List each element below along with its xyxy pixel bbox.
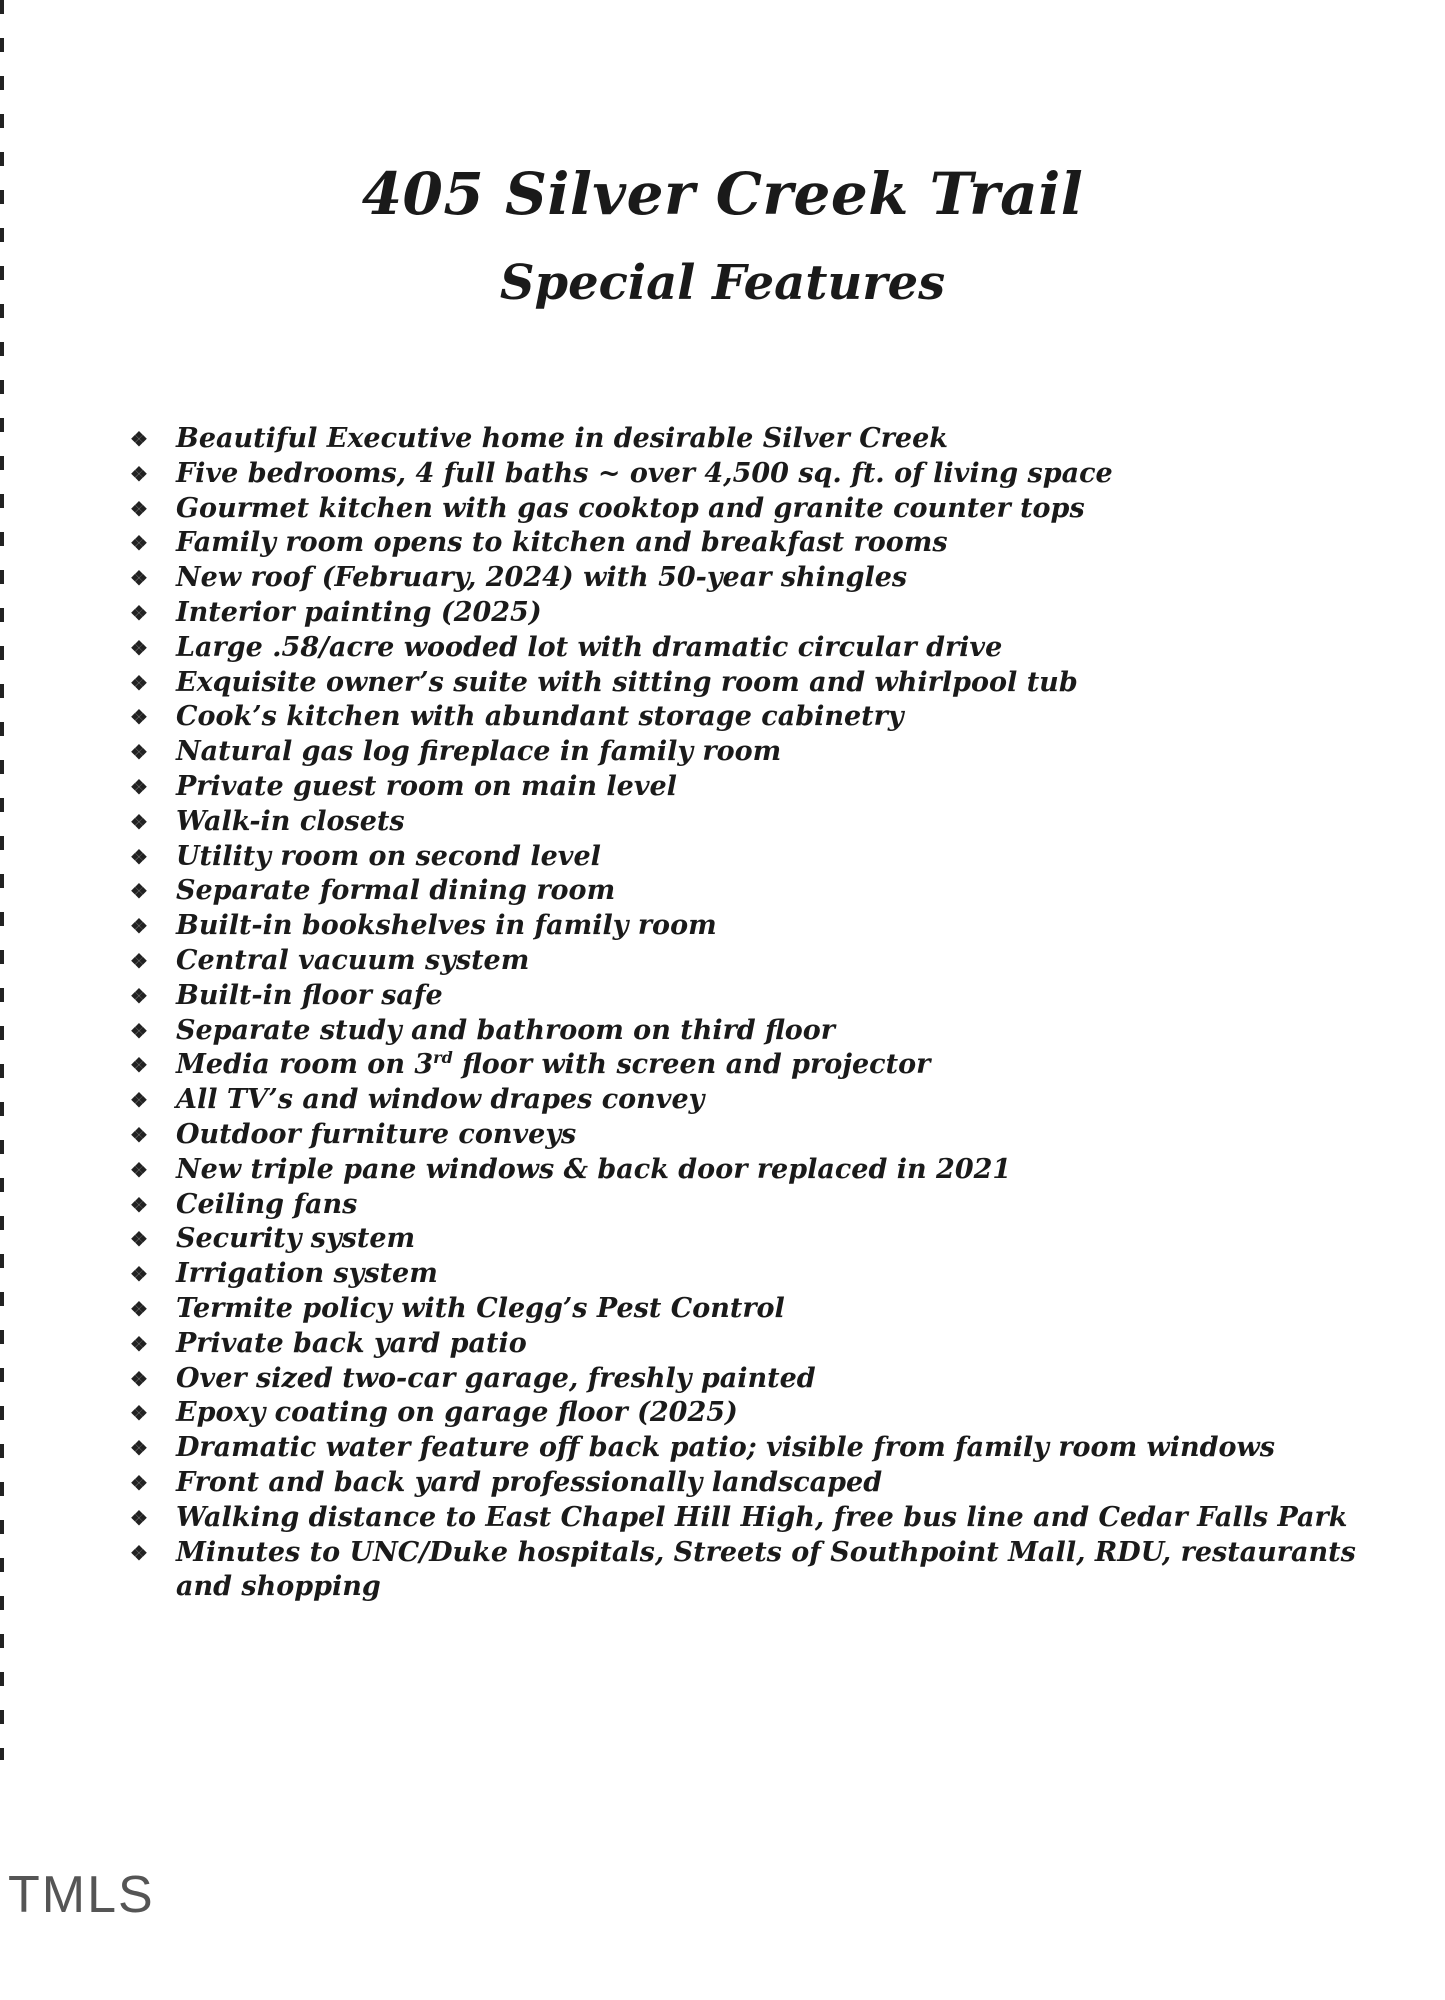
diamond-bullet-icon: ❖: [130, 1401, 148, 1426]
feature-item: [130, 735, 1360, 770]
feature-item: [130, 909, 1360, 944]
feature-text: New triple pane windows & back door replaced in 2021: [176, 1153, 1012, 1185]
diamond-bullet-icon: ❖: [130, 1296, 148, 1321]
feature-item: [130, 770, 1360, 805]
feature-item: [130, 874, 1360, 909]
diamond-bullet-icon: ❖: [130, 670, 148, 695]
watermark-logo: TMLS: [8, 1866, 155, 1924]
feature-item: [130, 1048, 1360, 1083]
feature-item: [130, 1153, 1360, 1188]
diamond-bullet-icon: ❖: [130, 531, 148, 556]
feature-text: Separate formal dining room: [176, 875, 616, 907]
diamond-bullet-icon: ❖: [130, 1053, 148, 1078]
feature-item: [130, 944, 1360, 979]
feature-item: [130, 1327, 1360, 1362]
diamond-bullet-icon: ❖: [130, 705, 148, 730]
diamond-bullet-icon: ❖: [130, 740, 148, 765]
diamond-bullet-icon: ❖: [130, 1262, 148, 1287]
feature-text: Family room opens to kitchen and breakfast rooms: [176, 527, 948, 559]
feature-text: Central vacuum system: [176, 944, 530, 976]
feature-text: Utility room on second level: [176, 840, 601, 872]
feature-item: [130, 596, 1360, 631]
diamond-bullet-icon: ❖: [130, 1540, 148, 1565]
diamond-bullet-icon: ❖: [130, 844, 148, 869]
diamond-bullet-icon: ❖: [130, 1192, 148, 1217]
feature-list: [130, 422, 1360, 1605]
feature-text: Termite policy with Clegg’s Pest Control: [176, 1292, 785, 1324]
feature-text: Over sized two-car garage, freshly painted: [176, 1362, 816, 1394]
feature-text: All TV’s and window drapes convey: [176, 1084, 705, 1116]
diamond-bullet-icon: ❖: [130, 461, 148, 486]
feature-text: Private guest room on main level: [176, 770, 677, 802]
feature-text: Five bedrooms, 4 full baths ~ over 4,500 sq. ft. of living space: [176, 457, 1113, 489]
diamond-bullet-icon: ❖: [130, 1018, 148, 1043]
diamond-bullet-icon: ❖: [130, 774, 148, 799]
diamond-bullet-icon: ❖: [130, 635, 148, 660]
feature-text: Walking distance to East Chapel Hill High, free bus line and Cedar Falls Park: [176, 1501, 1348, 1533]
diamond-bullet-icon: ❖: [130, 600, 148, 625]
feature-item: [130, 1396, 1360, 1431]
feature-text: Cook’s kitchen with abundant storage cabinetry: [176, 701, 904, 733]
diamond-bullet-icon: ❖: [130, 427, 148, 451]
diamond-bullet-icon: ❖: [130, 496, 148, 521]
diamond-bullet-icon: ❖: [130, 948, 148, 973]
feature-text: Gourmet kitchen with gas cooktop and granite counter tops: [176, 492, 1085, 524]
feature-item: [130, 1362, 1360, 1397]
feature-text: Beautiful Executive home in desirable Silver Creek: [176, 423, 948, 454]
feature-text: Walk-in closets: [176, 805, 405, 837]
feature-item: [130, 666, 1360, 701]
feature-text: Outdoor furniture conveys: [176, 1118, 577, 1150]
feature-item: [130, 631, 1360, 666]
diamond-bullet-icon: ❖: [130, 1470, 148, 1495]
feature-text: Built-in bookshelves in family room: [176, 910, 717, 942]
page-subtitle: Special Features: [499, 255, 946, 311]
feature-text: Natural gas log fireplace in family room: [176, 736, 782, 768]
feature-item: [130, 422, 1360, 457]
diamond-bullet-icon: ❖: [130, 1436, 148, 1461]
feature-item: [130, 457, 1360, 492]
diamond-bullet-icon: ❖: [130, 1227, 148, 1252]
diamond-bullet-icon: ❖: [130, 1331, 148, 1356]
feature-text: Front and back yard professionally landscaped: [176, 1466, 883, 1498]
feature-text: Private back yard patio: [176, 1327, 527, 1359]
feature-text: Security system: [176, 1223, 416, 1255]
diamond-bullet-icon: ❖: [130, 914, 148, 939]
feature-item: [130, 700, 1360, 735]
feature-item: [130, 1501, 1360, 1536]
feature-text: Dramatic water feature off back patio; visible from family room windows: [176, 1432, 1275, 1464]
feature-item: [130, 1292, 1360, 1327]
diamond-bullet-icon: ❖: [130, 1366, 148, 1391]
diamond-bullet-icon: ❖: [130, 566, 148, 591]
feature-item: [130, 1083, 1360, 1118]
feature-text: Ceiling fans: [176, 1188, 358, 1220]
feature-text: Large .58/acre wooded lot with dramatic circular drive: [176, 631, 1003, 663]
feature-item: [130, 805, 1360, 840]
feature-text: Irrigation system: [176, 1258, 438, 1290]
feature-item: [130, 979, 1360, 1014]
feature-item: [130, 1222, 1360, 1257]
feature-item: [130, 1257, 1360, 1292]
feature-item: [130, 840, 1360, 875]
feature-text: Minutes to UNC/Duke hospitals, Streets of Southpoint Mall, RDU, restaurants and shopping: [176, 1536, 1356, 1603]
feature-text: New roof (February, 2024) with 50-year shingles: [176, 562, 908, 594]
diamond-bullet-icon: ❖: [130, 1088, 148, 1113]
diamond-bullet-icon: ❖: [130, 983, 148, 1008]
feature-item: [130, 1536, 1360, 1606]
feature-item: [130, 526, 1360, 561]
feature-text: Exquisite owner’s suite with sitting room and whirlpool tub: [176, 666, 1078, 698]
diamond-bullet-icon: ❖: [130, 1122, 148, 1147]
feature-item: [130, 1188, 1360, 1223]
feature-item: [130, 1466, 1360, 1501]
page-title: 405 Silver Creek Trail: [361, 160, 1084, 228]
diamond-bullet-icon: ❖: [130, 1505, 148, 1530]
feature-item: [130, 1118, 1360, 1153]
diamond-bullet-icon: ❖: [130, 879, 148, 904]
feature-item: [130, 1431, 1360, 1466]
feature-text: Interior painting (2025): [176, 596, 542, 628]
diamond-bullet-icon: ❖: [130, 809, 148, 834]
diamond-bullet-icon: ❖: [130, 1157, 148, 1182]
feature-text: Separate study and bathroom on third floor: [176, 1014, 835, 1046]
feature-text: Epoxy coating on garage floor (2025): [176, 1397, 738, 1429]
feature-text: Media room on 3rd floor with screen and projector: [176, 1048, 931, 1081]
feature-item: [130, 492, 1360, 527]
feature-item: [130, 1014, 1360, 1049]
feature-text: Built-in floor safe: [176, 979, 443, 1011]
feature-item: [130, 561, 1360, 596]
